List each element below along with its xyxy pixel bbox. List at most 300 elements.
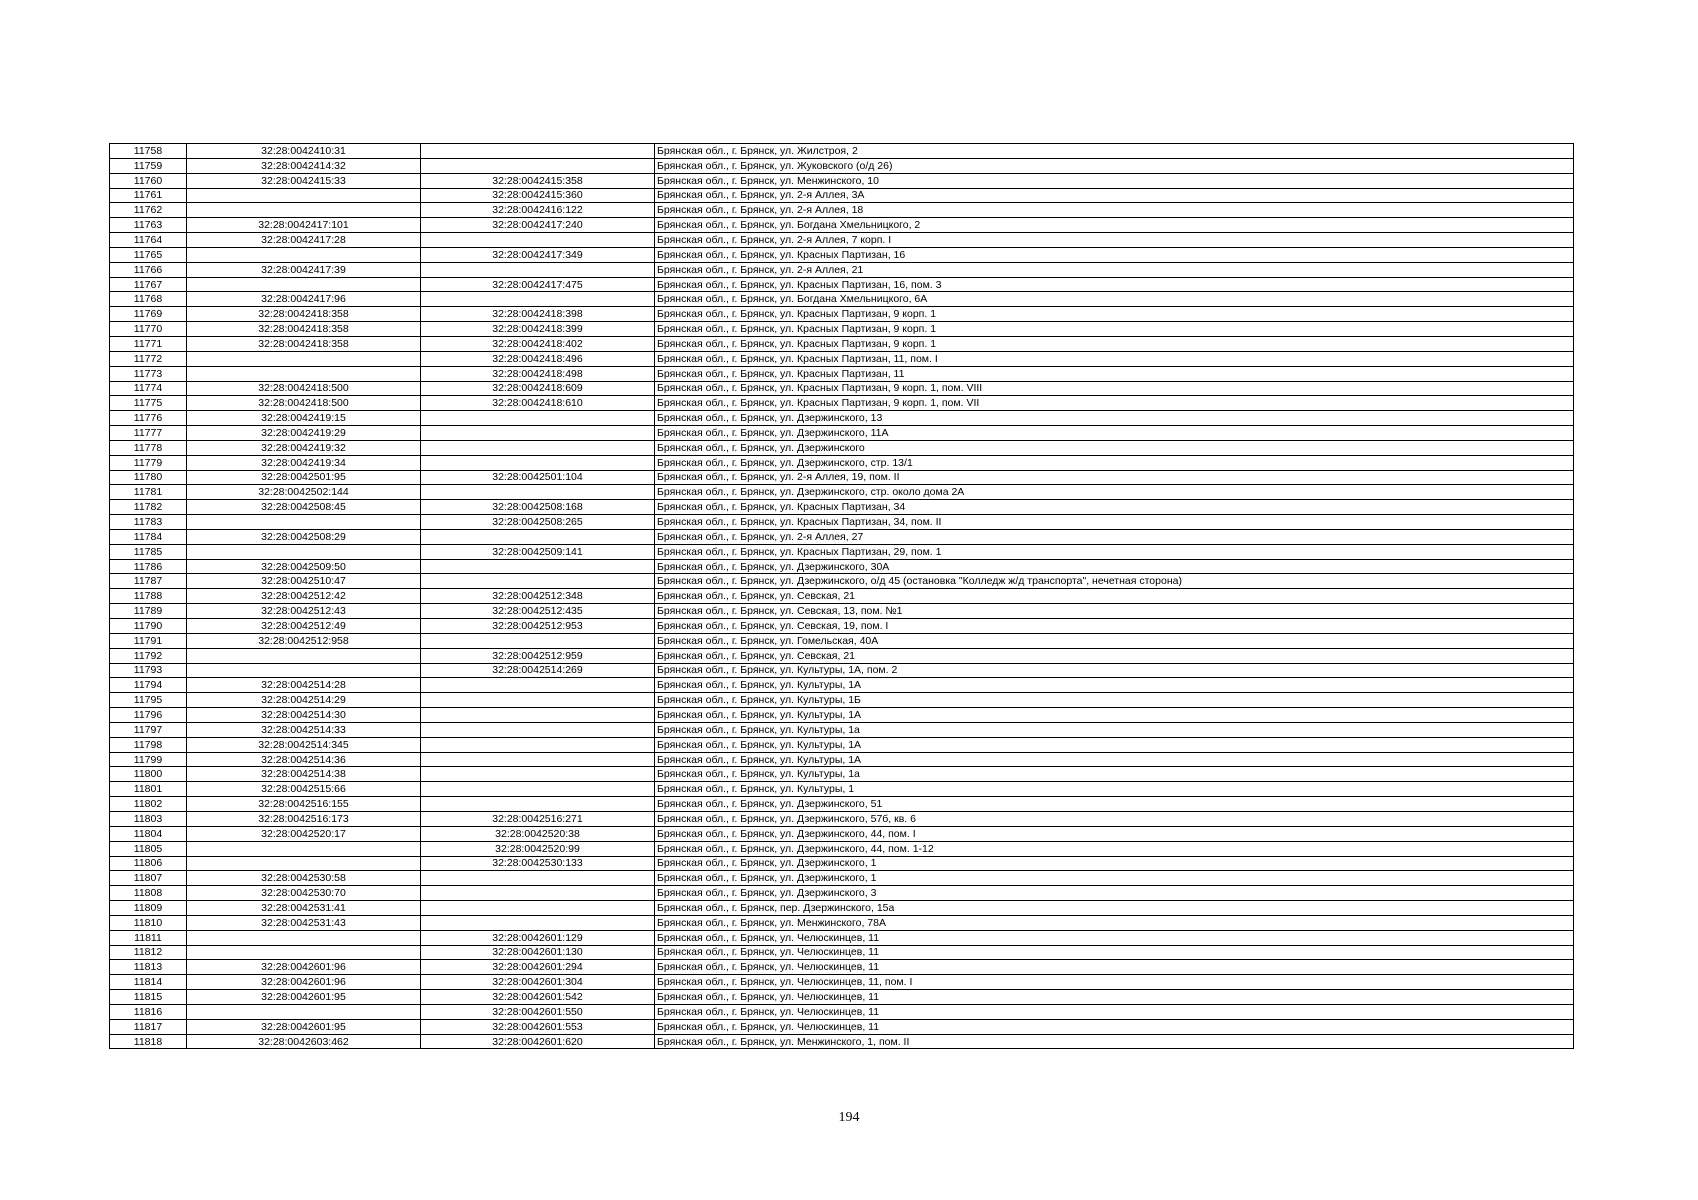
row-number-cell: 11791 bbox=[110, 633, 187, 648]
object-cadastral-cell bbox=[421, 678, 655, 693]
land-cadastral-cell: 32:28:0042512:43 bbox=[187, 604, 421, 619]
land-cadastral-cell bbox=[187, 277, 421, 292]
table-row bbox=[110, 529, 1574, 544]
land-cadastral-cell bbox=[187, 663, 421, 678]
land-cadastral-cell: 32:28:0042417:39 bbox=[187, 262, 421, 277]
address-cell: Брянская обл., г. Брянск, ул. Культуры, 1а bbox=[655, 767, 1574, 782]
table-row bbox=[110, 589, 1574, 604]
land-cadastral-cell: 32:28:0042514:345 bbox=[187, 737, 421, 752]
table-row bbox=[110, 722, 1574, 737]
address-cell: Брянская обл., г. Брянск, ул. Дзержинского, 3 bbox=[655, 886, 1574, 901]
address-cell: Брянская обл., г. Брянск, ул. Дзержинского, стр. около дома 2А bbox=[655, 485, 1574, 500]
address-cell: Брянская обл., г. Брянск, ул. Красных Партизан, 34, пом. II bbox=[655, 515, 1574, 530]
address-cell: Брянская обл., г. Брянск, ул. Красных Партизан, 16 bbox=[655, 247, 1574, 262]
object-cadastral-cell: 32:28:0042601:553 bbox=[421, 1019, 655, 1034]
object-cadastral-cell bbox=[421, 886, 655, 901]
object-cadastral-cell: 32:28:0042501:104 bbox=[421, 470, 655, 485]
object-cadastral-cell: 32:28:0042601:620 bbox=[421, 1034, 655, 1049]
address-cell: Брянская обл., г. Брянск, ул. Культуры, 1А bbox=[655, 678, 1574, 693]
table-row bbox=[110, 752, 1574, 767]
object-cadastral-cell bbox=[421, 262, 655, 277]
address-cell: Брянская обл., г. Брянск, ул. Челюскинцев, 11 bbox=[655, 1019, 1574, 1034]
table-row bbox=[110, 841, 1574, 856]
row-number-cell: 11782 bbox=[110, 500, 187, 515]
address-cell: Брянская обл., г. Брянск, ул. Дзержинского, 51 bbox=[655, 797, 1574, 812]
address-cell: Брянская обл., г. Брянск, ул. Дзержинского bbox=[655, 440, 1574, 455]
row-number-cell: 11811 bbox=[110, 930, 187, 945]
address-cell: Брянская обл., г. Брянск, ул. Менжинского, 78А bbox=[655, 915, 1574, 930]
object-cadastral-cell: 32:28:0042601:129 bbox=[421, 930, 655, 945]
table-row bbox=[110, 945, 1574, 960]
row-number-cell: 11776 bbox=[110, 411, 187, 426]
row-number-cell: 11792 bbox=[110, 648, 187, 663]
table-row bbox=[110, 767, 1574, 782]
object-cadastral-cell bbox=[421, 144, 655, 159]
object-cadastral-cell bbox=[421, 455, 655, 470]
object-cadastral-cell: 32:28:0042508:168 bbox=[421, 500, 655, 515]
row-number-cell: 11777 bbox=[110, 426, 187, 441]
row-number-cell: 11808 bbox=[110, 886, 187, 901]
row-number-cell: 11814 bbox=[110, 975, 187, 990]
object-cadastral-cell bbox=[421, 440, 655, 455]
address-cell: Брянская обл., г. Брянск, ул. Культуры, 1Б bbox=[655, 693, 1574, 708]
object-cadastral-cell: 32:28:0042512:953 bbox=[421, 619, 655, 634]
land-cadastral-cell: 32:28:0042417:101 bbox=[187, 218, 421, 233]
land-cadastral-cell bbox=[187, 544, 421, 559]
row-number-cell: 11778 bbox=[110, 440, 187, 455]
address-cell: Брянская обл., г. Брянск, ул. Культуры, 1А bbox=[655, 737, 1574, 752]
table-row bbox=[110, 485, 1574, 500]
row-number-cell: 11815 bbox=[110, 990, 187, 1005]
address-cell: Брянская обл., г. Брянск, ул. Жуковского (о/д 26) bbox=[655, 158, 1574, 173]
object-cadastral-cell: 32:28:0042601:304 bbox=[421, 975, 655, 990]
address-cell: Брянская обл., г. Брянск, ул. Дзержинского, 1 bbox=[655, 871, 1574, 886]
address-cell: Брянская обл., г. Брянск, ул. 2-я Аллея, 27 bbox=[655, 529, 1574, 544]
address-cell: Брянская обл., г. Брянск, ул. Челюскинцев, 11 bbox=[655, 960, 1574, 975]
row-number-cell: 11783 bbox=[110, 515, 187, 530]
land-cadastral-cell: 32:28:0042414:32 bbox=[187, 158, 421, 173]
land-cadastral-cell: 32:28:0042531:43 bbox=[187, 915, 421, 930]
object-cadastral-cell bbox=[421, 529, 655, 544]
address-cell: Брянская обл., г. Брянск, ул. Челюскинцев, 11 bbox=[655, 945, 1574, 960]
row-number-cell: 11772 bbox=[110, 351, 187, 366]
land-cadastral-cell: 32:28:0042415:33 bbox=[187, 173, 421, 188]
object-cadastral-cell bbox=[421, 693, 655, 708]
address-cell: Брянская обл., г. Брянск, ул. Севская, 21 bbox=[655, 648, 1574, 663]
object-cadastral-cell bbox=[421, 485, 655, 500]
table-row bbox=[110, 233, 1574, 248]
row-number-cell: 11816 bbox=[110, 1004, 187, 1019]
row-number-cell: 11760 bbox=[110, 173, 187, 188]
object-cadastral-cell: 32:28:0042417:349 bbox=[421, 247, 655, 262]
table-row bbox=[110, 203, 1574, 218]
table-row bbox=[110, 144, 1574, 159]
page-number: 194 bbox=[838, 1110, 860, 1125]
land-cadastral-cell: 32:28:0042515:66 bbox=[187, 782, 421, 797]
row-number-cell: 11787 bbox=[110, 574, 187, 589]
table-row bbox=[110, 811, 1574, 826]
land-cadastral-cell: 32:28:0042419:34 bbox=[187, 455, 421, 470]
table-row bbox=[110, 411, 1574, 426]
object-cadastral-cell: 32:28:0042520:99 bbox=[421, 841, 655, 856]
land-cadastral-cell: 32:28:0042514:28 bbox=[187, 678, 421, 693]
object-cadastral-cell bbox=[421, 708, 655, 723]
address-cell: Брянская обл., г. Брянск, ул. Дзержинского, 11А bbox=[655, 426, 1574, 441]
land-cadastral-cell: 32:28:0042418:358 bbox=[187, 322, 421, 337]
table-row bbox=[110, 262, 1574, 277]
row-number-cell: 11795 bbox=[110, 693, 187, 708]
address-cell: Брянская обл., г. Брянск, ул. Культуры, 1 bbox=[655, 782, 1574, 797]
object-cadastral-cell bbox=[421, 915, 655, 930]
table-row bbox=[110, 277, 1574, 292]
object-cadastral-cell: 32:28:0042601:550 bbox=[421, 1004, 655, 1019]
object-cadastral-cell bbox=[421, 158, 655, 173]
table-row bbox=[110, 559, 1574, 574]
table-row bbox=[110, 604, 1574, 619]
address-cell: Брянская обл., г. Брянск, ул. Культуры, 1А, пом. 2 bbox=[655, 663, 1574, 678]
land-cadastral-cell: 32:28:0042514:38 bbox=[187, 767, 421, 782]
table-row bbox=[110, 708, 1574, 723]
table-row bbox=[110, 322, 1574, 337]
land-cadastral-cell: 32:28:0042514:29 bbox=[187, 693, 421, 708]
address-cell: Брянская обл., г. Брянск, ул. 2-я Аллея, 21 bbox=[655, 262, 1574, 277]
row-number-cell: 11812 bbox=[110, 945, 187, 960]
row-number-cell: 11769 bbox=[110, 307, 187, 322]
row-number-cell: 11761 bbox=[110, 188, 187, 203]
address-cell: Брянская обл., г. Брянск, ул. Дзержинского, 44, пом. 1-12 bbox=[655, 841, 1574, 856]
object-cadastral-cell: 32:28:0042418:610 bbox=[421, 396, 655, 411]
table-row bbox=[110, 797, 1574, 812]
table-row bbox=[110, 886, 1574, 901]
row-number-cell: 11801 bbox=[110, 782, 187, 797]
table-row bbox=[110, 574, 1574, 589]
table-row bbox=[110, 975, 1574, 990]
row-number-cell: 11807 bbox=[110, 871, 187, 886]
row-number-cell: 11779 bbox=[110, 455, 187, 470]
table-row bbox=[110, 544, 1574, 559]
registry-table bbox=[109, 143, 1574, 1049]
object-cadastral-cell: 32:28:0042418:496 bbox=[421, 351, 655, 366]
land-cadastral-cell: 32:28:0042419:32 bbox=[187, 440, 421, 455]
address-cell: Брянская обл., г. Брянск, ул. Челюскинцев, 11 bbox=[655, 990, 1574, 1005]
address-cell: Брянская обл., г. Брянск, ул. 2-я Аллея, 19, пом. II bbox=[655, 470, 1574, 485]
table-row bbox=[110, 381, 1574, 396]
row-number-cell: 11764 bbox=[110, 233, 187, 248]
land-cadastral-cell bbox=[187, 856, 421, 871]
address-cell: Брянская обл., г. Брянск, ул. Богдана Хмельницкого, 2 bbox=[655, 218, 1574, 233]
land-cadastral-cell: 32:28:0042501:95 bbox=[187, 470, 421, 485]
object-cadastral-cell: 32:28:0042512:435 bbox=[421, 604, 655, 619]
land-cadastral-cell: 32:28:0042508:45 bbox=[187, 500, 421, 515]
row-number-cell: 11804 bbox=[110, 826, 187, 841]
land-cadastral-cell: 32:28:0042516:173 bbox=[187, 811, 421, 826]
land-cadastral-cell: 32:28:0042502:144 bbox=[187, 485, 421, 500]
land-cadastral-cell: 32:28:0042419:29 bbox=[187, 426, 421, 441]
table-row bbox=[110, 856, 1574, 871]
address-cell: Брянская обл., г. Брянск, ул. Жилстроя, 2 bbox=[655, 144, 1574, 159]
row-number-cell: 11813 bbox=[110, 960, 187, 975]
object-cadastral-cell bbox=[421, 901, 655, 916]
registry-table-body bbox=[110, 144, 1574, 1049]
row-number-cell: 11797 bbox=[110, 722, 187, 737]
object-cadastral-cell: 32:28:0042418:402 bbox=[421, 336, 655, 351]
land-cadastral-cell: 32:28:0042419:15 bbox=[187, 411, 421, 426]
object-cadastral-cell: 32:28:0042512:959 bbox=[421, 648, 655, 663]
table-row bbox=[110, 663, 1574, 678]
address-cell: Брянская обл., г. Брянск, ул. Гомельская, 40А bbox=[655, 633, 1574, 648]
address-cell: Брянская обл., г. Брянск, ул. Красных Партизан, 16, пом. 3 bbox=[655, 277, 1574, 292]
object-cadastral-cell bbox=[421, 559, 655, 574]
land-cadastral-cell: 32:28:0042530:58 bbox=[187, 871, 421, 886]
address-cell: Брянская обл., г. Брянск, ул. Красных Партизан, 34 bbox=[655, 500, 1574, 515]
row-number-cell: 11809 bbox=[110, 901, 187, 916]
address-cell: Брянская обл., г. Брянск, ул. Красных Партизан, 9 корп. 1 bbox=[655, 307, 1574, 322]
land-cadastral-cell: 32:28:0042512:49 bbox=[187, 619, 421, 634]
row-number-cell: 11770 bbox=[110, 322, 187, 337]
table-row bbox=[110, 1034, 1574, 1049]
table-row bbox=[110, 737, 1574, 752]
table-row bbox=[110, 500, 1574, 515]
land-cadastral-cell bbox=[187, 515, 421, 530]
address-cell: Брянская обл., г. Брянск, ул. Красных Партизан, 9 корп. 1 bbox=[655, 322, 1574, 337]
row-number-cell: 11794 bbox=[110, 678, 187, 693]
table-row bbox=[110, 247, 1574, 262]
row-number-cell: 11806 bbox=[110, 856, 187, 871]
land-cadastral-cell: 32:28:0042410:31 bbox=[187, 144, 421, 159]
row-number-cell: 11810 bbox=[110, 915, 187, 930]
object-cadastral-cell: 32:28:0042512:348 bbox=[421, 589, 655, 604]
land-cadastral-cell bbox=[187, 648, 421, 663]
table-row bbox=[110, 396, 1574, 411]
table-row bbox=[110, 158, 1574, 173]
land-cadastral-cell: 32:28:0042514:30 bbox=[187, 708, 421, 723]
address-cell: Брянская обл., г. Брянск, ул. Дзержинского, о/д 45 (остановка "Колледж ж/д транспорта", нечетная сторона) bbox=[655, 574, 1574, 589]
land-cadastral-cell: 32:28:0042508:29 bbox=[187, 529, 421, 544]
land-cadastral-cell: 32:28:0042601:96 bbox=[187, 960, 421, 975]
address-cell: Брянская обл., г. Брянск, ул. 2-я Аллея, 3А bbox=[655, 188, 1574, 203]
row-number-cell: 11788 bbox=[110, 589, 187, 604]
land-cadastral-cell: 32:28:0042601:95 bbox=[187, 1019, 421, 1034]
address-cell: Брянская обл., г. Брянск, ул. Дзержинского, 44, пом. I bbox=[655, 826, 1574, 841]
row-number-cell: 11768 bbox=[110, 292, 187, 307]
row-number-cell: 11759 bbox=[110, 158, 187, 173]
row-number-cell: 11800 bbox=[110, 767, 187, 782]
row-number-cell: 11790 bbox=[110, 619, 187, 634]
table-row bbox=[110, 173, 1574, 188]
row-number-cell: 11798 bbox=[110, 737, 187, 752]
address-cell: Брянская обл., г. Брянск, ул. Культуры, 1а bbox=[655, 722, 1574, 737]
row-number-cell: 11775 bbox=[110, 396, 187, 411]
row-number-cell: 11793 bbox=[110, 663, 187, 678]
land-cadastral-cell: 32:28:0042514:36 bbox=[187, 752, 421, 767]
object-cadastral-cell: 32:28:0042516:271 bbox=[421, 811, 655, 826]
address-cell: Брянская обл., г. Брянск, ул. Менжинского, 10 bbox=[655, 173, 1574, 188]
object-cadastral-cell: 32:28:0042508:265 bbox=[421, 515, 655, 530]
address-cell: Брянская обл., г. Брянск, ул. Дзержинского, стр. 13/1 bbox=[655, 455, 1574, 470]
table-row bbox=[110, 440, 1574, 455]
object-cadastral-cell bbox=[421, 797, 655, 812]
object-cadastral-cell: 32:28:0042601:294 bbox=[421, 960, 655, 975]
object-cadastral-cell: 32:28:0042417:475 bbox=[421, 277, 655, 292]
row-number-cell: 11817 bbox=[110, 1019, 187, 1034]
row-number-cell: 11762 bbox=[110, 203, 187, 218]
row-number-cell: 11784 bbox=[110, 529, 187, 544]
address-cell: Брянская обл., г. Брянск, ул. Культуры, 1А bbox=[655, 708, 1574, 723]
address-cell: Брянская обл., г. Брянск, ул. 2-я Аллея, 7 корп. I bbox=[655, 233, 1574, 248]
land-cadastral-cell bbox=[187, 1004, 421, 1019]
table-row bbox=[110, 648, 1574, 663]
object-cadastral-cell: 32:28:0042417:240 bbox=[421, 218, 655, 233]
row-number-cell: 11780 bbox=[110, 470, 187, 485]
land-cadastral-cell: 32:28:0042512:42 bbox=[187, 589, 421, 604]
land-cadastral-cell: 32:28:0042512:958 bbox=[187, 633, 421, 648]
row-number-cell: 11774 bbox=[110, 381, 187, 396]
address-cell: Брянская обл., г. Брянск, ул. Севская, 19, пом. I bbox=[655, 619, 1574, 634]
land-cadastral-cell: 32:28:0042601:95 bbox=[187, 990, 421, 1005]
table-row bbox=[110, 470, 1574, 485]
address-cell: Брянская обл., г. Брянск, пер. Дзержинского, 15а bbox=[655, 901, 1574, 916]
address-cell: Брянская обл., г. Брянск, ул. Красных Партизан, 11 bbox=[655, 366, 1574, 381]
table-row bbox=[110, 307, 1574, 322]
table-row bbox=[110, 336, 1574, 351]
table-row bbox=[110, 915, 1574, 930]
object-cadastral-cell: 32:28:0042530:133 bbox=[421, 856, 655, 871]
object-cadastral-cell bbox=[421, 426, 655, 441]
table-row bbox=[110, 351, 1574, 366]
address-cell: Брянская обл., г. Брянск, ул. Дзержинского, 57б, кв. 6 bbox=[655, 811, 1574, 826]
address-cell: Брянская обл., г. Брянск, ул. Менжинского, 1, пом. II bbox=[655, 1034, 1574, 1049]
row-number-cell: 11796 bbox=[110, 708, 187, 723]
table-row bbox=[110, 366, 1574, 381]
object-cadastral-cell: 32:28:0042415:358 bbox=[421, 173, 655, 188]
table-row bbox=[110, 901, 1574, 916]
land-cadastral-cell bbox=[187, 841, 421, 856]
table-row bbox=[110, 960, 1574, 975]
land-cadastral-cell: 32:28:0042514:33 bbox=[187, 722, 421, 737]
object-cadastral-cell bbox=[421, 292, 655, 307]
address-cell: Брянская обл., г. Брянск, ул. Красных Партизан, 9 корп. 1 bbox=[655, 336, 1574, 351]
address-cell: Брянская обл., г. Брянск, ул. Красных Партизан, 9 корп. 1, пом. VII bbox=[655, 396, 1574, 411]
object-cadastral-cell: 32:28:0042601:542 bbox=[421, 990, 655, 1005]
table-row bbox=[110, 188, 1574, 203]
land-cadastral-cell: 32:28:0042417:96 bbox=[187, 292, 421, 307]
object-cadastral-cell bbox=[421, 782, 655, 797]
row-number-cell: 11765 bbox=[110, 247, 187, 262]
table-row bbox=[110, 826, 1574, 841]
object-cadastral-cell: 32:28:0042418:398 bbox=[421, 307, 655, 322]
table-row bbox=[110, 1004, 1574, 1019]
row-number-cell: 11781 bbox=[110, 485, 187, 500]
address-cell: Брянская обл., г. Брянск, ул. Богдана Хмельницкого, 6А bbox=[655, 292, 1574, 307]
address-cell: Брянская обл., г. Брянск, ул. Культуры, 1А bbox=[655, 752, 1574, 767]
row-number-cell: 11786 bbox=[110, 559, 187, 574]
land-cadastral-cell bbox=[187, 945, 421, 960]
object-cadastral-cell bbox=[421, 871, 655, 886]
row-number-cell: 11785 bbox=[110, 544, 187, 559]
table-row bbox=[110, 292, 1574, 307]
address-cell: Брянская обл., г. Брянск, ул. Дзержинского, 13 bbox=[655, 411, 1574, 426]
land-cadastral-cell: 32:28:0042530:70 bbox=[187, 886, 421, 901]
object-cadastral-cell: 32:28:0042601:130 bbox=[421, 945, 655, 960]
land-cadastral-cell: 32:28:0042418:358 bbox=[187, 307, 421, 322]
object-cadastral-cell: 32:28:0042514:269 bbox=[421, 663, 655, 678]
row-number-cell: 11818 bbox=[110, 1034, 187, 1049]
table-row bbox=[110, 218, 1574, 233]
object-cadastral-cell: 32:28:0042509:141 bbox=[421, 544, 655, 559]
table-row bbox=[110, 678, 1574, 693]
table-row bbox=[110, 455, 1574, 470]
address-cell: Брянская обл., г. Брянск, ул. Челюскинцев, 11 bbox=[655, 1004, 1574, 1019]
row-number-cell: 11803 bbox=[110, 811, 187, 826]
table-row bbox=[110, 426, 1574, 441]
object-cadastral-cell bbox=[421, 633, 655, 648]
row-number-cell: 11773 bbox=[110, 366, 187, 381]
address-cell: Брянская обл., г. Брянск, ул. Челюскинцев, 11, пом. I bbox=[655, 975, 1574, 990]
row-number-cell: 11799 bbox=[110, 752, 187, 767]
row-number-cell: 11767 bbox=[110, 277, 187, 292]
object-cadastral-cell bbox=[421, 737, 655, 752]
object-cadastral-cell bbox=[421, 752, 655, 767]
land-cadastral-cell: 32:28:0042509:50 bbox=[187, 559, 421, 574]
table-row bbox=[110, 619, 1574, 634]
object-cadastral-cell: 32:28:0042418:498 bbox=[421, 366, 655, 381]
land-cadastral-cell: 32:28:0042510:47 bbox=[187, 574, 421, 589]
object-cadastral-cell: 32:28:0042418:399 bbox=[421, 322, 655, 337]
land-cadastral-cell: 32:28:0042516:155 bbox=[187, 797, 421, 812]
table-row bbox=[110, 930, 1574, 945]
row-number-cell: 11766 bbox=[110, 262, 187, 277]
address-cell: Брянская обл., г. Брянск, ул. Красных Партизан, 29, пом. 1 bbox=[655, 544, 1574, 559]
land-cadastral-cell: 32:28:0042418:500 bbox=[187, 381, 421, 396]
address-cell: Брянская обл., г. Брянск, ул. Красных Партизан, 9 корп. 1, пом. VIII bbox=[655, 381, 1574, 396]
land-cadastral-cell bbox=[187, 351, 421, 366]
table-row bbox=[110, 871, 1574, 886]
object-cadastral-cell: 32:28:0042418:609 bbox=[421, 381, 655, 396]
row-number-cell: 11805 bbox=[110, 841, 187, 856]
table-row bbox=[110, 782, 1574, 797]
object-cadastral-cell: 32:28:0042416:122 bbox=[421, 203, 655, 218]
row-number-cell: 11758 bbox=[110, 144, 187, 159]
object-cadastral-cell bbox=[421, 233, 655, 248]
table-row bbox=[110, 1019, 1574, 1034]
table-row bbox=[110, 693, 1574, 708]
address-cell: Брянская обл., г. Брянск, ул. Красных Партизан, 11, пом. I bbox=[655, 351, 1574, 366]
land-cadastral-cell: 32:28:0042603:462 bbox=[187, 1034, 421, 1049]
land-cadastral-cell: 32:28:0042520:17 bbox=[187, 826, 421, 841]
object-cadastral-cell bbox=[421, 411, 655, 426]
land-cadastral-cell bbox=[187, 188, 421, 203]
address-cell: Брянская обл., г. Брянск, ул. 2-я Аллея, 18 bbox=[655, 203, 1574, 218]
address-cell: Брянская обл., г. Брянск, ул. Севская, 21 bbox=[655, 589, 1574, 604]
address-cell: Брянская обл., г. Брянск, ул. Челюскинцев, 11 bbox=[655, 930, 1574, 945]
land-cadastral-cell bbox=[187, 366, 421, 381]
row-number-cell: 11802 bbox=[110, 797, 187, 812]
land-cadastral-cell: 32:28:0042601:96 bbox=[187, 975, 421, 990]
land-cadastral-cell bbox=[187, 203, 421, 218]
land-cadastral-cell bbox=[187, 247, 421, 262]
land-cadastral-cell: 32:28:0042531:41 bbox=[187, 901, 421, 916]
object-cadastral-cell: 32:28:0042520:38 bbox=[421, 826, 655, 841]
address-cell: Брянская обл., г. Брянск, ул. Дзержинского, 30А bbox=[655, 559, 1574, 574]
address-cell: Брянская обл., г. Брянск, ул. Севская, 13, пом. №1 bbox=[655, 604, 1574, 619]
table-row bbox=[110, 515, 1574, 530]
object-cadastral-cell: 32:28:0042415:360 bbox=[421, 188, 655, 203]
table-row bbox=[110, 633, 1574, 648]
table-row bbox=[110, 990, 1574, 1005]
land-cadastral-cell bbox=[187, 930, 421, 945]
land-cadastral-cell: 32:28:0042418:358 bbox=[187, 336, 421, 351]
object-cadastral-cell bbox=[421, 767, 655, 782]
